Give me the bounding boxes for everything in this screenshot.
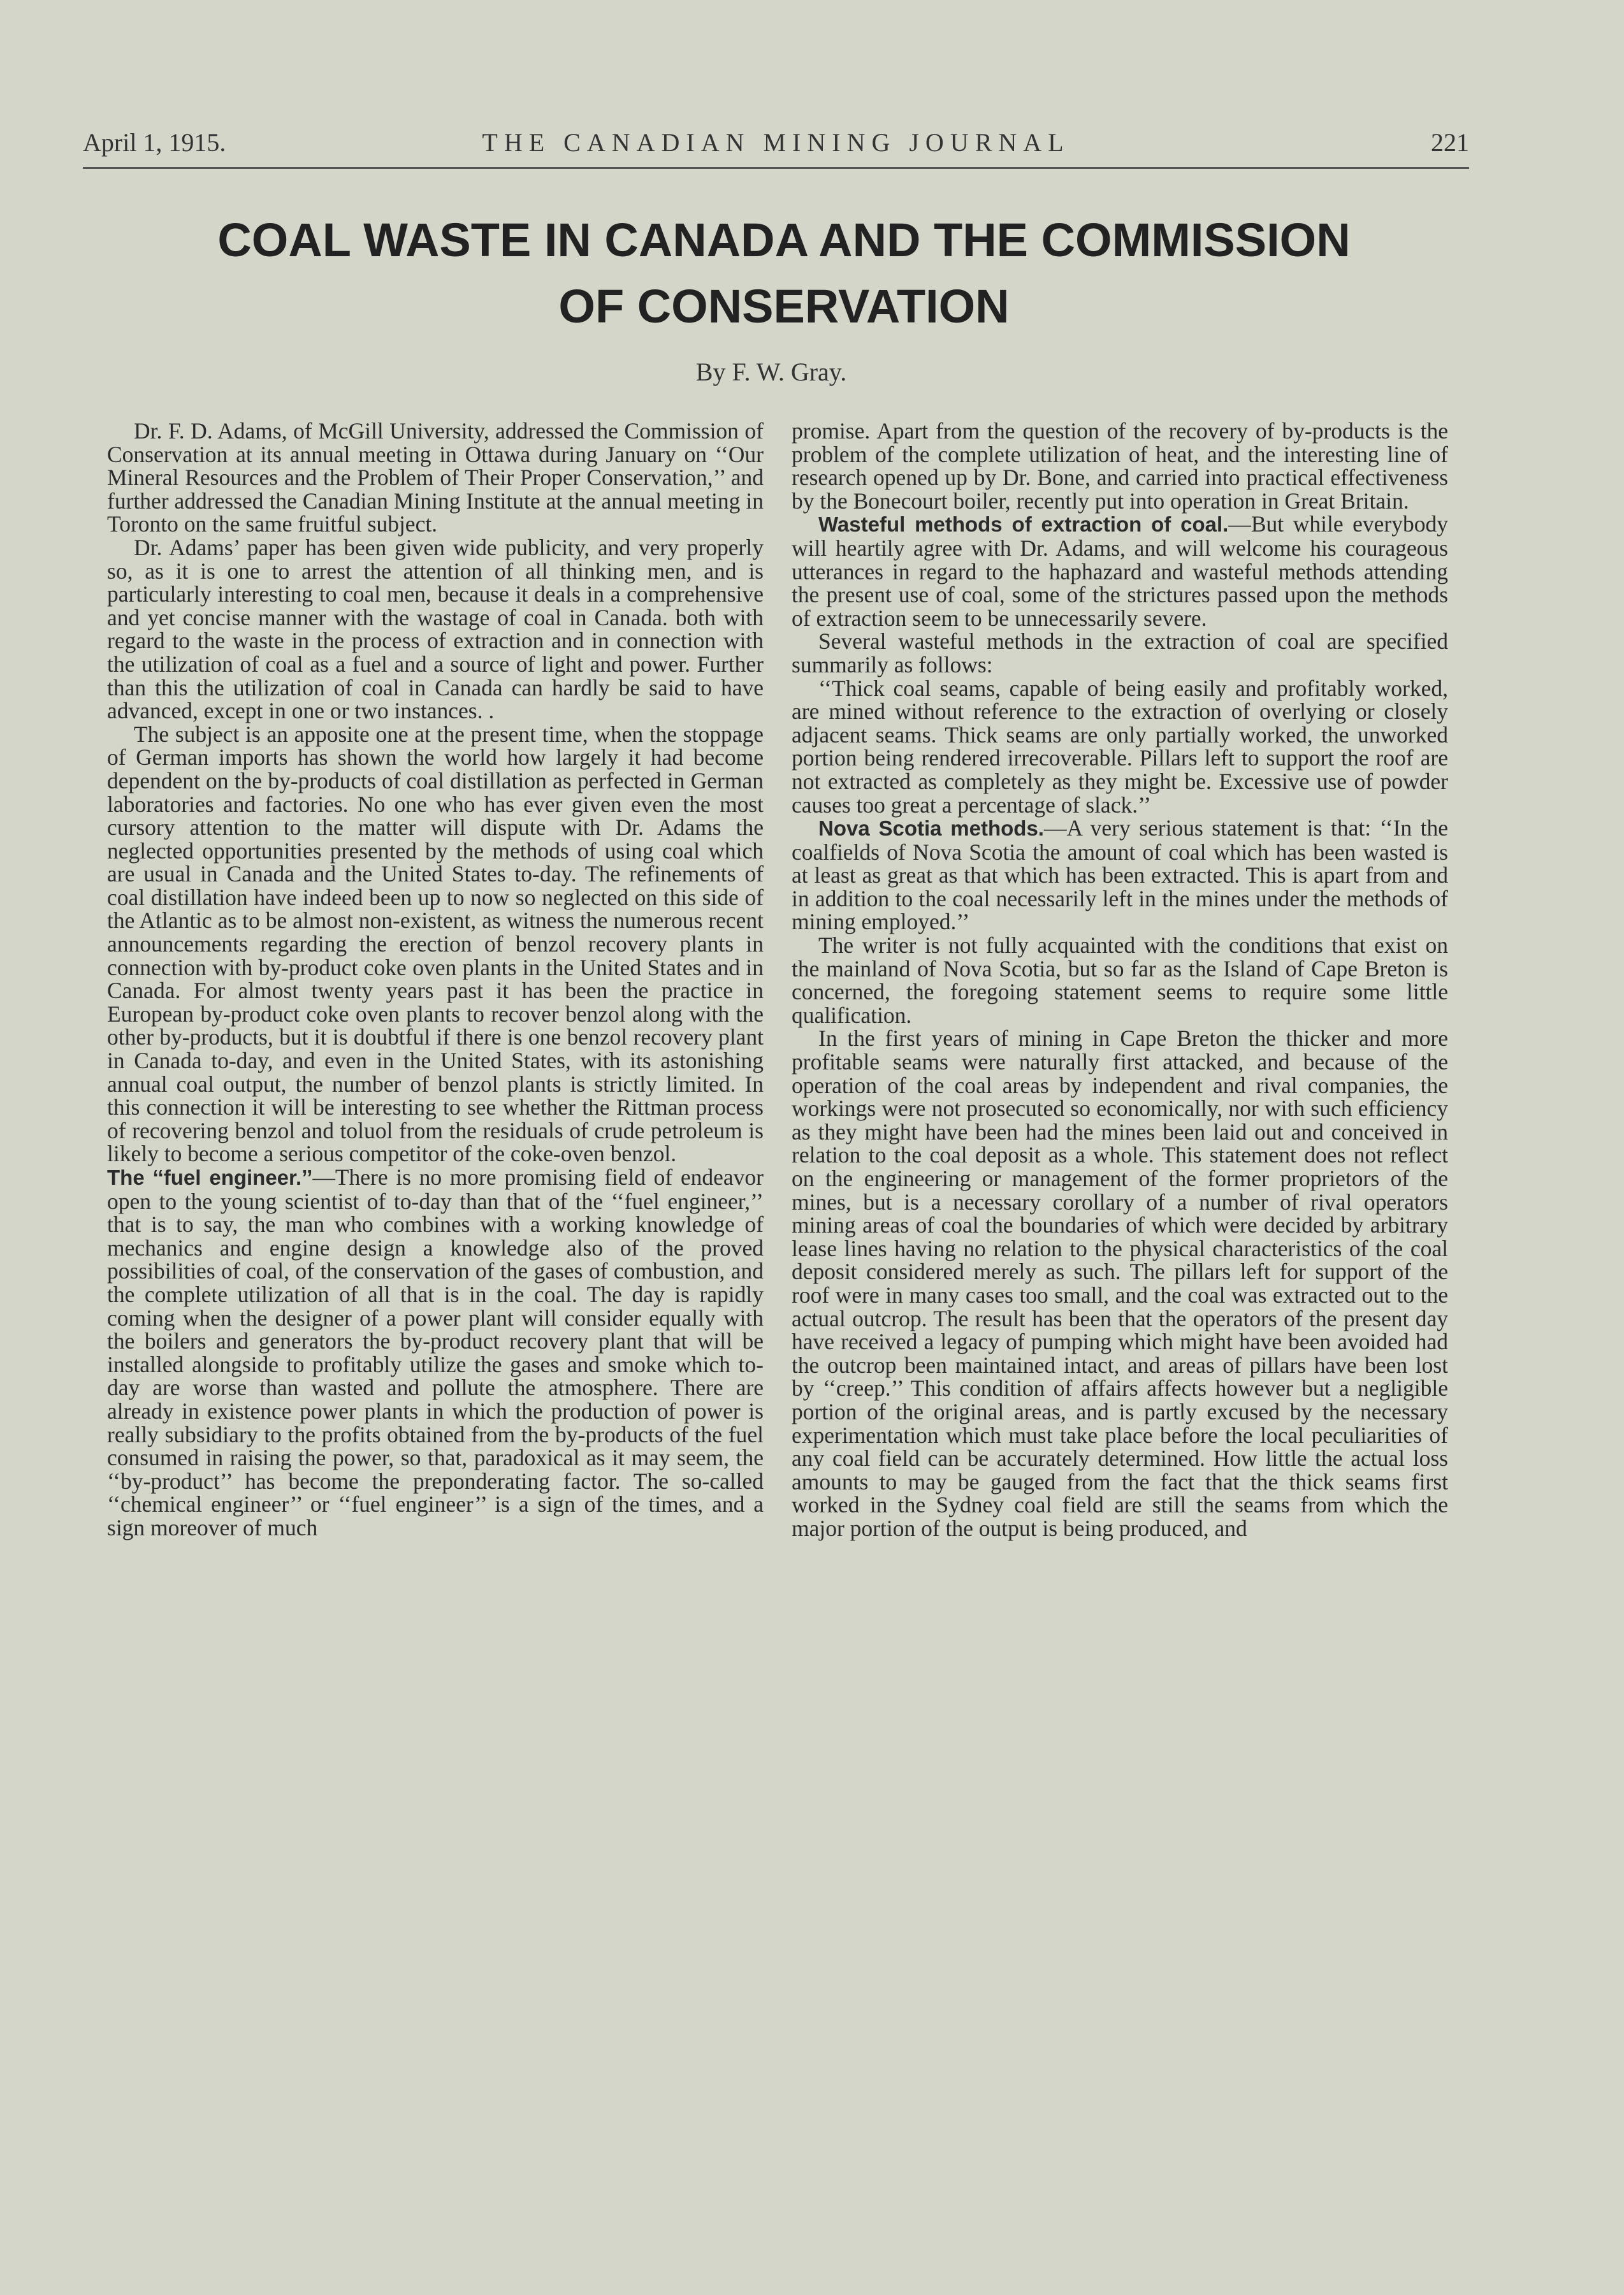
left-column xyxy=(107,419,764,2255)
article-title xyxy=(96,207,1472,340)
subheading: Wasteful methods of extraction of coal. xyxy=(818,512,1229,537)
paragraph-body: —But while everybody will heartily agree with Dr. Adams, and will welcome his courageous utterances in regard to the haphazard and wasteful methods attending the present use of coal, some of the strictures passed upon the methods of extraction seem to be unnecessarily severe. xyxy=(792,511,1448,631)
paragraph xyxy=(792,816,1448,934)
journal-name: THE CANADIAN MINING JOURNAL xyxy=(482,128,1070,157)
paragraph: Several wasteful methods in the extraction of coal are specified summarily as follows: xyxy=(792,628,1448,677)
paragraph: The writer is not fully acquainted with the conditions that exist on the mainland of Nova Scotia, but so far as the Island of Cape Breton is concerned, the foregoing statement seems to require some little qualification. xyxy=(792,932,1448,1028)
header-rule xyxy=(83,167,1469,169)
issue-date: April 1, 1915. xyxy=(83,128,226,157)
article-byline: By F. W. Gray. xyxy=(695,358,847,386)
subheading: Nova Scotia methods. xyxy=(818,816,1044,841)
paragraph-body: —There is no more promising field of endeavor open to the young scientist of to-day than that of the ‘‘fuel engineer,’’ that is to say, the man who combines with a working knowledge of mechanics and engine design a knowledge also of the proved possibilities of coal, of the conservation of the gases of combustion, and the complete utilization of all that is in the coal. The day is rapidly coming when the designer of a power plant will consider equally with the boilers and generators the by-product recovery plant that will be installed alongside to profitably utilize the gases and smoke which to-day are worse than wasted and pollute the atmosphere. There are already in existence power plants in which the production of power is really subsidiary to the profits obtained from the by-products of the fuel consumed in raising the power, so that, paradoxical as it may seem, the ‘‘by-product’’ has become the preponderating factor. The so-called ‘‘chemical engineer’’ or ‘‘fuel engineer’’ is a sign of the times, and a sign moreover of much xyxy=(107,1164,764,1540)
paragraph: In the first years of mining in Cape Breton the thicker and more profitable seams were naturally first attacked, and because of the operation of the coal areas by independent and rival companies, the workings were not prosecuted so economically, nor with such efficiency as they might have been had the mines been laid out and conceived in relation to the coal deposit as a whole. This statement does not reflect on the engineering or management of the former proprietors of the mines, but is a necessary corollary of a number of rival operators mining areas of coal the boundaries of which were decided by arbitrary lease lines having no relation to the physical characteristics of the coal deposit considered merely as such. The pillars left for support of the roof were in many cases too small, and the coal was extracted out to the actual outcrop. The result has been that the operators of the present day have received a legacy of pumping which might have been avoided had the outcrop been maintained intact, and areas of pillars have been lost by ‘‘creep.’’ This condition of affairs affects however but a negligible portion of the original areas, and is partly excused by the necessary experimentation which must take place before the local peculiarities of any coal field can be accurately determined. How little the actual loss amounts to may be gauged from the fact that the thick seams first worked in the Sydney coal field are still the seams from which the major portion of the output is being produced, and xyxy=(792,1025,1448,1541)
paragraph-body: —A very serious statement is that: ‘‘In the coalfields of Nova Scotia the amount of coal which has been wasted is at least as great as that which has been extracted. This is apart from and in addition to the coal necessarily left in the mines under the methods of mining employed.’’ xyxy=(792,815,1448,935)
right-column xyxy=(792,419,1448,2255)
paragraph xyxy=(792,512,1448,630)
article-title-line-1: COAL WASTE IN CANADA AND THE COMMISSION xyxy=(217,214,1351,266)
page-number: 221 xyxy=(1431,128,1469,157)
paragraph xyxy=(107,1166,764,1540)
paragraph: Dr. F. D. Adams, of McGill University, addressed the Commission of Conservation at its annual meeting in Ottawa during January on ‘‘Our Mineral Resources and the Problem of Their Proper Conservation,’’ and further addressed the Canadian Mining Institute at the annual meeting in Toronto on the same fruitful subject. xyxy=(107,419,764,537)
running-header xyxy=(83,127,1469,166)
quotation-paragraph: ‘‘Thick coal seams, capable of being easily and profitably worked, are mined without reference to the extraction of overlying or closely adjacent seams. Thick seams are only partially worked, the unworked portion being rendered irrecoverable. Pillars left to support the roof are not extracted as completely as they might be. Excessive use of powder causes too great a percentage of slack.’’ xyxy=(792,675,1448,818)
paragraph: promise. Apart from the question of the recovery of by-products is the problem of the complete utilization of heat, and the interesting line of research opened up by Dr. Bone, and carried into practical effectiveness by the Bonecourt boiler, recently put into operation in Great Britain. xyxy=(792,419,1448,514)
paragraph: Dr. Adams’ paper has been given wide publicity, and very properly so, as it is one to arrest the attention of all thinking men, and is particularly interesting to coal men, because it deals in a comprehensive and yet concise manner with the wastage of coal in Canada. both with regard to the waste in the process of extraction and in connection with the utilization of coal as a fuel and a source of light and power. Further than this the utilization of coal in Canada can hardly be said to have advanced, except in one or two instances. . xyxy=(107,534,764,724)
article-title-line-2: OF CONSERVATION xyxy=(558,280,1010,333)
subheading: The ‘‘fuel engineer.’’ xyxy=(107,1166,313,1189)
paragraph: The subject is an apposite one at the present time, when the stoppage of German imports has shown the world how largely it had become dependent on the by-products of coal distillation as perfected in German laboratories and factories. No one who has ever given even the most cursory attention to the matter will dispute with Dr. Adams the neglected opportunities presented by the methods of using coal which are usual in Canada and the United States to-day. The refinements of coal distillation have indeed been up to now so neglected on this side of the Atlantic as to be almost non-existent, as witness the numerous recent announcements regarding the erection of benzol recovery plants in connection with by-product coke oven plants in the United States and in Canada. For almost twenty years past it has been the practice in European by-product coke oven plants to recover benzol along with the other by-products, but it is doubtful if there is one benzol recovery plant in Canada to-day, and even in the United States, with its astonishing annual coal output, the number of benzol plants is strictly limited. In this connection it will be interesting to see whether the Rittman process of recovering benzol and toluol from the residuals of crude petroleum is likely to become a serious competitor of the coke-oven benzol. xyxy=(107,721,764,1167)
